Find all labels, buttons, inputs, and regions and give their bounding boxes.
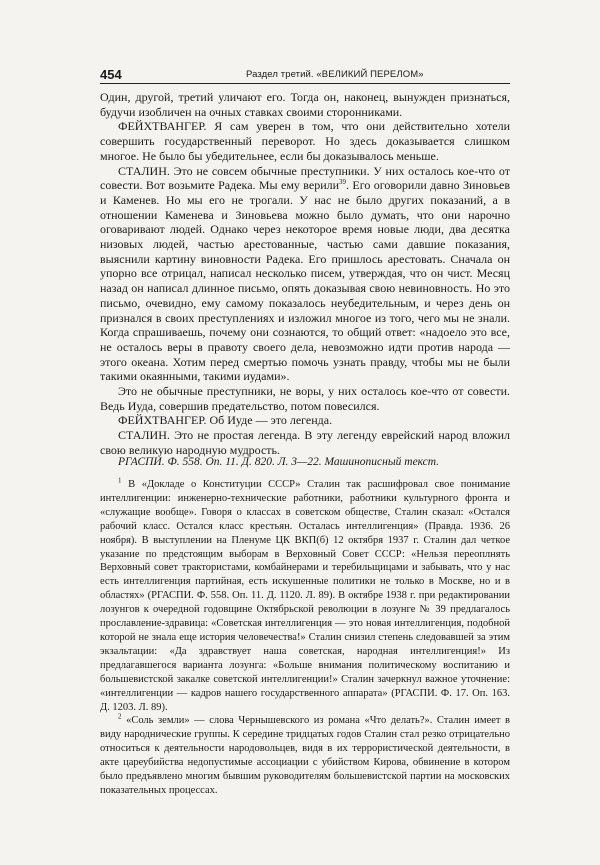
page-header (100, 67, 510, 84)
page-number: 454 (100, 67, 122, 82)
footnote-2-marker: 2 (118, 712, 122, 721)
footnote-2 (100, 714, 510, 797)
paragraph-3 (100, 164, 510, 385)
paragraph-3-part-b: . Его оговорили давно Зиновьев и Каменев. Но мы его не трогали. У нас не было других показаний, а в отношении Каменева и Зиновьева можно было думать, что они нарочно оговаривают людей. Однако через некоторое время новые люди, два десятка низовых людей, частью арестованные, частью сами давшие показания, выяснили картину виновности Радека. Его пришлось арестовать. Сначала он упорно все отрицал, написал несколько писем, утверждая, что он чист. Месяц назад он написал длинное письмо, опять доказывая свою невиновность. Но это письмо, очевидно, ему самому показалось неубедительным, и через день он признался в своих преступлениях и изложил многое из того, чего мы не знали. Когда спрашиваешь, почему они сознаются, то общий ответ: «надоело это все, не осталось веры в правоту своего дела, невозможно идти против народа — этого океана. Хотим перед смертью помочь узнать правду, чтобы мы не были такими окаянными, такими иудами». (100, 178, 510, 384)
footnote-ref-39: 39 (339, 178, 347, 187)
source-citation: РГАСПИ. Ф. 558. Оп. 11. Д. 820. Л. 3—22. Машинописный текст. (118, 456, 440, 468)
main-text (100, 90, 510, 458)
paragraph-6: СТАЛИН. Это не простая легенда. В эту легенду еврейский народ вложил свою великую народную мудрость. (100, 428, 510, 457)
paragraph-2: ФЕЙХТВАНГЕР. Я сам уверен в том, что они действительно хотели совершить государственный переворот. Но здесь доказывается слишком многое. Не было бы убедительнее, если бы доказывалось меньше. (100, 119, 510, 163)
running-head: Раздел третий. «ВЕЛИКИЙ ПЕРЕЛОМ» (246, 69, 424, 80)
footnote-1-marker: 1 (118, 476, 122, 485)
paragraph-4: Это не обычные преступники, не воры, у них осталось кое-что от совести. Ведь Иуда, совершив предательство, потом повесился. (100, 384, 510, 413)
footnote-2-text: «Соль земли» — слова Чернышевского из романа «Что делать?». Сталин имеет в виду народнические группы. К середине тридцатых годов Сталин стал резко отрицательно относиться к деятельности народовольцев, видя в их террористической деятельности, в акте цареубийства недопустимые ассоциации с убийством Кирова, обвинение в котором было предъявлено многим бывшим руководителям большевистской партии на московских показательных процессах. (100, 715, 510, 796)
paragraph-5: ФЕЙХТВАНГЕР. Об Иуде — это легенда. (118, 413, 333, 428)
paragraph-3-part-a: СТАЛИН. Это не совсем обычные преступники. У них осталось кое-что от совести. Вот возьмите Радека. Мы ему верили (100, 163, 510, 193)
footnotes (100, 478, 510, 798)
paragraph-1: Один, другой, третий уличают его. Тогда он, наконец, вынужден признаться, будучи изобличен на очных ставках своими сторонниками. (100, 90, 510, 119)
footnote-1-text: В «Докладе о Конституции СССР» Сталин так расшифровал свое понимание интеллигенции: инженерно-технические работники, работники культурного фронта и «служащие вообще». Говоря о классах в советском обществе, Сталин сказал: «Остался рабочий класс. Остался класс крестьян. Осталась интеллигенция» (Правда. 1936. 26 ноября). В выступлении на Пленуме ЦК ВКП(б) 12 октября 1937 г. Сталин дал четкое указание по предстоящим выборам в Верховный Совет СССР: «Нельзя переоплнять Верховный совет трактористами, комбайнерами и теребильщицами и забывать, что у нас есть интеллигенция партийная, есть искушенные политики не только в Москве, но и в областях» (РГАСПИ. Ф. 558. Оп. 11. Д. 1120. Л. 89). В октябре 1938 г. при редактировании лозунгов к очередной годовщине Октябрьской революции в лозунге № 39 предлагалось прославление-здравица: «Советская интеллигенция — это новая интеллигенция, подобной которой не знала еще история человечества!» Сталин снизил степень следовавшей за этим экзальтации: «Да здравствует наша советская, народная интеллигенция!» Из предлагавшегося варианта лозунга: «Больше внимания политическому воспитанию и большевистской закалке советской интеллигенции!» Сталин зачеркнул важное уточнение: «интеллигенции — кадров нашего государственного аппарата» (РГАСПИ. Ф. 17. Оп. 163. Д. 1203. Л. 89). (100, 479, 510, 713)
footnote-1 (100, 478, 510, 714)
